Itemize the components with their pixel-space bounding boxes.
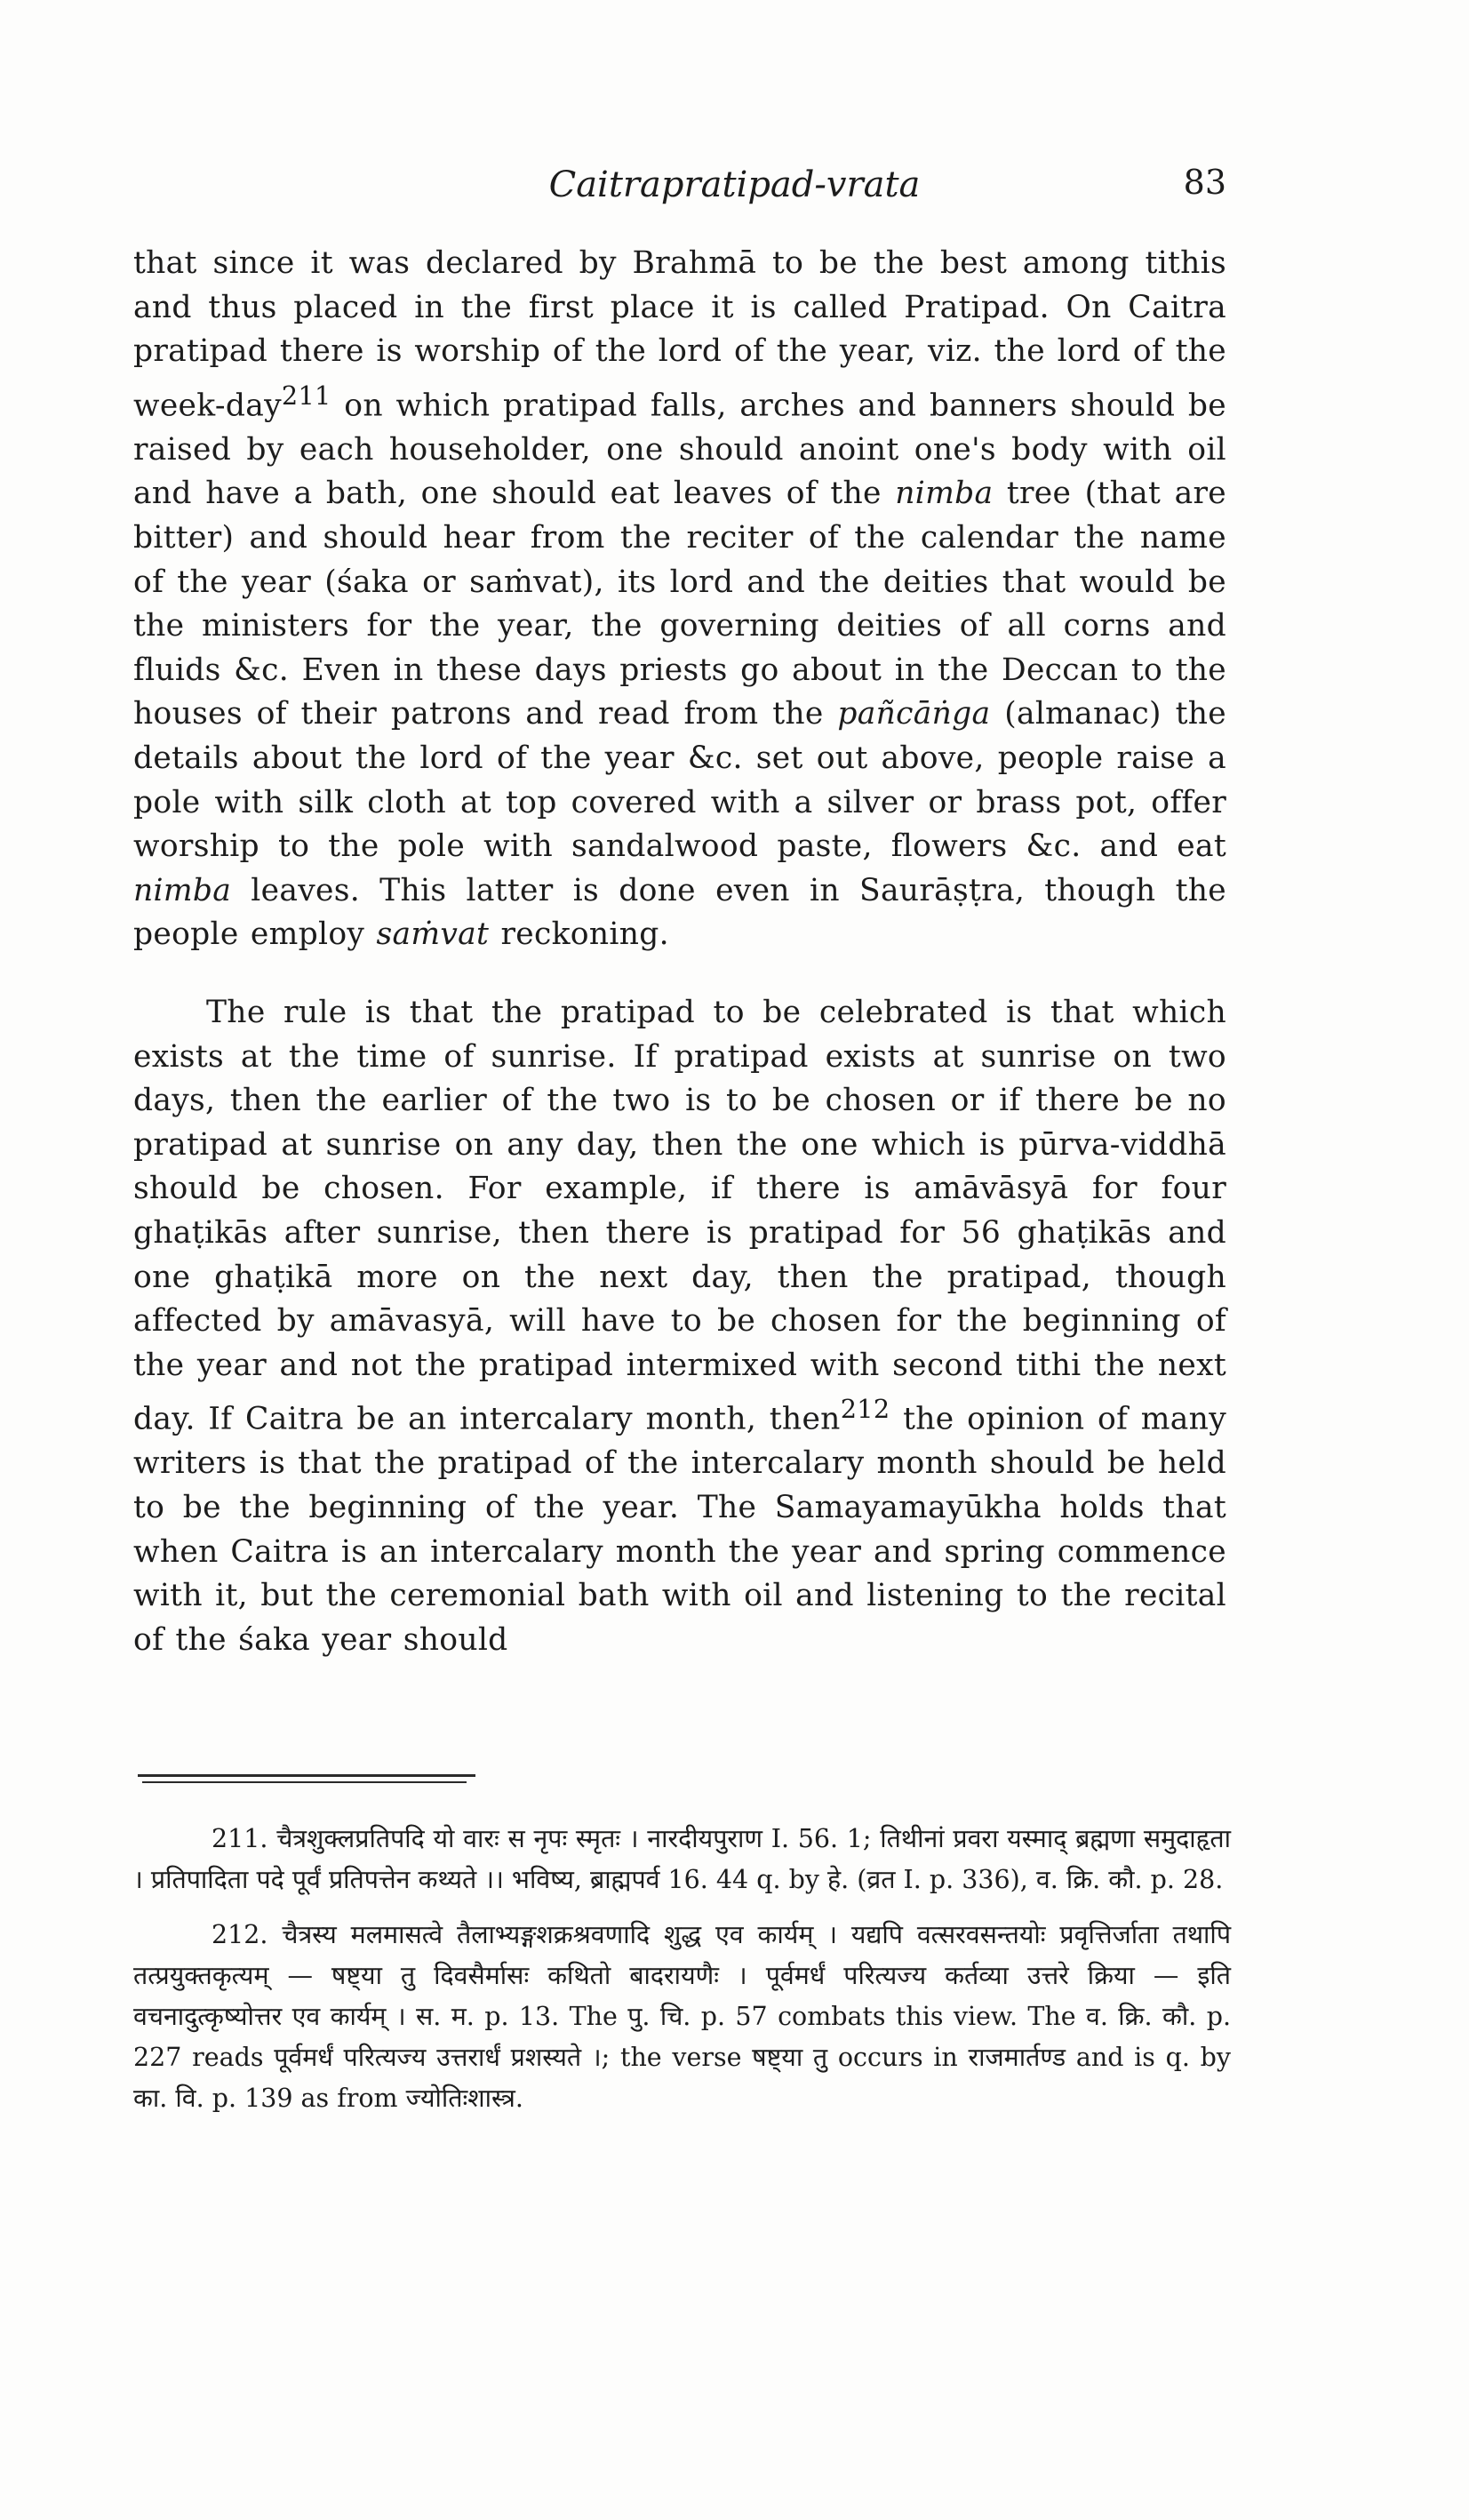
paragraph-2-text-start: The rule is that the pratipad to be celebrated is that which exists at the time of sunrise. If pratipad exists at sunrise on two days, then the earlier of the two is to be chosen or if there be no pratipad at sunrise on any day, then the one which is pūrva-viddhā should be chosen. For example, if there is amāvāsyā for four ghaṭikās after sunrise, then there is pratipad for 56 ghaṭikās and one ghaṭikā more on the next day, then the pratipad, though affected by amāvasyā, will have to be chosen for the beginning of the year and not the pratipad intermixed with second tithi the next day. If Caitra be an intercalary month, then [133, 995, 1226, 1437]
paragraph-2-text-end: the opinion of many writers is that the pratipad of the intercalary month should be held to be the beginning of the year. The Samayamayūkha holds that when Caitra is an intercalary month the year and spring commence with it, but the ceremonial bath with oil and listening to the recital of the śaka year should [133, 1401, 1226, 1658]
footnote-number: 212. [212, 1920, 268, 1949]
footnote-text: चैत्रशुक्लप्रतिपदि यो वारः स नृपः स्मृतः । नारदीयपुराण I. 56. 1; तिथीनां प्रवरा यस्माद् ब्रह्मणा समुदाहृता । प्रतिपादिता पदे पूर्वं प्रतिपत्तेन कथ्यते ।। भविष्य, ब्राह्मपर्व 16. 44 q. by हे. (व्रत I. p. 336), व. क्रि. कौ. p. 28. [133, 1824, 1231, 1894]
term-nimba-2: nimba [133, 872, 232, 908]
body-text [133, 242, 1226, 1662]
term-nimba: nimba [895, 476, 994, 512]
running-title: Caitrapratipad-vrata [548, 164, 921, 205]
footnote-separator [138, 1774, 475, 1777]
term-pancanga: pañcāṅga [837, 696, 991, 732]
footnote-number: 211. [212, 1824, 268, 1853]
footnote-separator-2 [142, 1781, 467, 1783]
footnote-212 [133, 1915, 1231, 2119]
footnotes [133, 1819, 1231, 2133]
paragraph-1-text-a: on which pratipad falls, arches and banners should be raised by each householder, one should anoint one's body with oil and have a bath, one should eat leaves of the [133, 388, 1226, 512]
paragraph-1-text-d: leaves. This latter is done even in Saurāṣṭra, though the people employ [133, 872, 1226, 953]
footnote-text: चैत्रस्य मलमासत्वे तैलाभ्यङ्गशक्रश्रवणादि शुद्ध एव कार्यम् । यद्यपि वत्सरवसन्तयोः प्रवृत्तिर्जाता तथापि तत्प्रयुक्तकृत्यम् — षष्ट्या तु दिवसैर्मासः कथितो बादरायणैः । पूर्वमर्धं परित्यज्य कर्तव्या उत्तरे क्रिया — इति वचनादुत्कृष्योत्तर एव कार्यम् । स. म. p. 13. The पु. चि. p. 57 combats this view. The व. क्रि. कौ. p. 227 reads पूर्वमर्धं परित्यज्य उत्तरार्धं प्रशस्यते ।; the verse षष्ट्या तु occurs in राजमार्तण्ड and is q. by का. वि. p. 139 as from ज्योतिःशास्त्र. [133, 1920, 1232, 2113]
paragraph-1-text-b: tree (that are bitter) and should hear from the reciter of the calendar the name of the year (śaka or saṁvat), its lord and the deities that would be the ministers for the year, the governing deities of all corns and fluids &c. Even in these days priests go about in the Deccan to the houses of their patrons and read from the [133, 476, 1226, 732]
footnote-ref-212: 212 [840, 1394, 890, 1425]
paragraph-1-text-c: (almanac) the details about the lord of the year &c. set out above, people raise a pole with silk cloth at top covered with a silver or brass pot, offer worship to the pole with sandalwood paste, flowers &c. and eat [133, 696, 1226, 865]
paragraph-1 [133, 242, 1226, 957]
paragraph-1-text-end: reckoning. [489, 916, 669, 953]
paragraph-1-text-start: that since it was declared by Brahmā to be the best among tithis and thus placed in the first place it is called Pratipad. On Caitra pratipad there is worship of the lord of the year, viz. the lord of the week-day [133, 245, 1226, 424]
footnote-211 [133, 1819, 1231, 1900]
paragraph-2 [133, 991, 1226, 1662]
term-samvat: saṁvat [376, 916, 490, 953]
page-number: 83 [1183, 163, 1226, 202]
footnote-ref-211: 211 [281, 380, 331, 411]
